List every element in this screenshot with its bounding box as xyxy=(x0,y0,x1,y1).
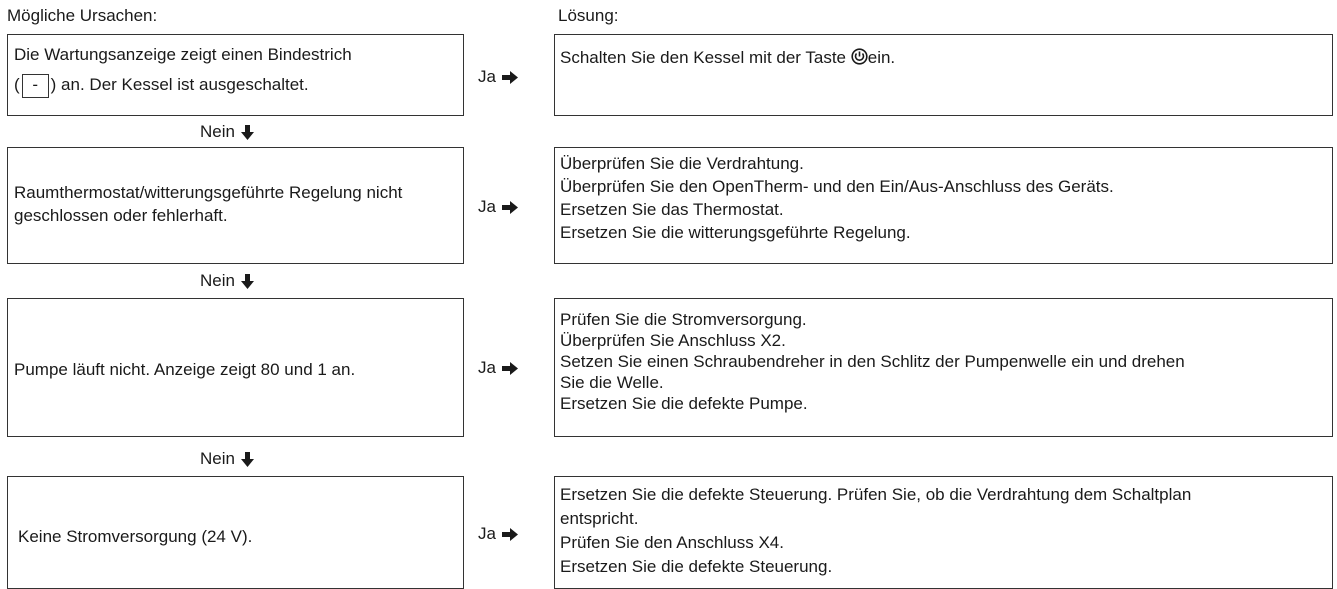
solution-text-3 xyxy=(560,309,1326,414)
power-button-icon xyxy=(851,48,868,65)
arrow-right-icon xyxy=(502,201,518,214)
yes-label: Ja xyxy=(478,67,496,86)
cause-text-2: Raumthermostat/witterungsgeführte Regelung nicht geschlossen oder fehlerhaft. xyxy=(14,183,403,225)
cause-line-rest: ) an. Der Kessel ist ausgeschaltet. xyxy=(50,75,309,94)
arrow-right-icon xyxy=(502,528,518,541)
solution-line: Ersetzen Sie die witterungsgeführte Regelung. xyxy=(560,223,911,242)
arrow-right-icon xyxy=(502,71,518,84)
solution-line: Prüfen Sie den Anschluss X4. xyxy=(560,533,784,552)
no-label: Nein xyxy=(200,449,235,468)
solution-line: Überprüfen Sie den OpenTherm- und den Ein/Aus-Anschluss des Geräts. xyxy=(560,177,1114,196)
cause-text-1 xyxy=(14,43,457,98)
dash-display-symbol: - xyxy=(22,74,49,98)
solution-line: Überprüfen Sie die Verdrahtung. xyxy=(560,154,804,173)
yes-label: Ja xyxy=(478,197,496,216)
solution-line: Ersetzen Sie die defekte Steuerung. Prüfen Sie, ob die Verdrahtung dem Schaltplan xyxy=(560,485,1192,504)
no-connector-3 xyxy=(200,448,254,470)
solution-text-1 xyxy=(560,47,1326,68)
solution-line: Sie die Welle. xyxy=(560,373,664,392)
solution-text: ein. xyxy=(867,48,896,67)
arrow-down-icon xyxy=(241,125,254,140)
cause-box-3 xyxy=(7,298,464,437)
yes-label: Ja xyxy=(478,358,496,377)
solution-line: Prüfen Sie die Stromversorgung. xyxy=(560,310,807,329)
arrow-right-icon xyxy=(502,362,518,375)
no-label: Nein xyxy=(200,271,235,290)
solution-line xyxy=(560,47,1326,68)
yes-connector-1 xyxy=(478,66,518,88)
solution-line: Ersetzen Sie die defekte Pumpe. xyxy=(560,394,808,413)
solution-line: Setzen Sie einen Schraubendreher in den Schlitz der Pumpenwelle ein und drehen xyxy=(560,352,1185,371)
cause-line: Die Wartungsanzeige zeigt einen Bindestrich xyxy=(14,45,352,64)
cause-text-4: Keine Stromversorgung (24 V). xyxy=(18,527,253,546)
solution-box-2 xyxy=(554,147,1333,264)
yes-connector-4 xyxy=(478,523,518,545)
solution-line: Ersetzen Sie die defekte Steuerung. xyxy=(560,557,833,576)
paren-open: ( xyxy=(14,75,20,94)
solution-line: Überprüfen Sie Anschluss X2. xyxy=(560,331,786,350)
arrow-down-icon xyxy=(241,452,254,467)
no-label: Nein xyxy=(200,122,235,141)
arrow-down-icon xyxy=(241,274,254,289)
solution-text: Schalten Sie den Kessel mit der Taste xyxy=(560,48,847,67)
solution-box-1 xyxy=(554,34,1333,116)
solution-text-4 xyxy=(560,483,1326,579)
yes-label: Ja xyxy=(478,524,496,543)
cause-box-2 xyxy=(7,147,464,264)
no-connector-2 xyxy=(200,270,254,292)
solution-box-3 xyxy=(554,298,1333,437)
yes-connector-3 xyxy=(478,357,518,379)
solution-line: entspricht. xyxy=(560,509,639,528)
solution-text-2 xyxy=(560,152,1326,244)
cause-box-1 xyxy=(7,34,464,116)
no-connector-1 xyxy=(200,121,254,143)
solution-box-4 xyxy=(554,476,1333,589)
causes-header: Mögliche Ursachen: xyxy=(7,6,158,25)
cause-box-4 xyxy=(7,476,464,589)
cause-text-3: Pumpe läuft nicht. Anzeige zeigt 80 und 1 an. xyxy=(14,360,356,379)
solution-line: Ersetzen Sie das Thermostat. xyxy=(560,200,784,219)
cause-line xyxy=(14,73,457,98)
yes-connector-2 xyxy=(478,196,518,218)
solution-header: Lösung: xyxy=(558,6,619,25)
